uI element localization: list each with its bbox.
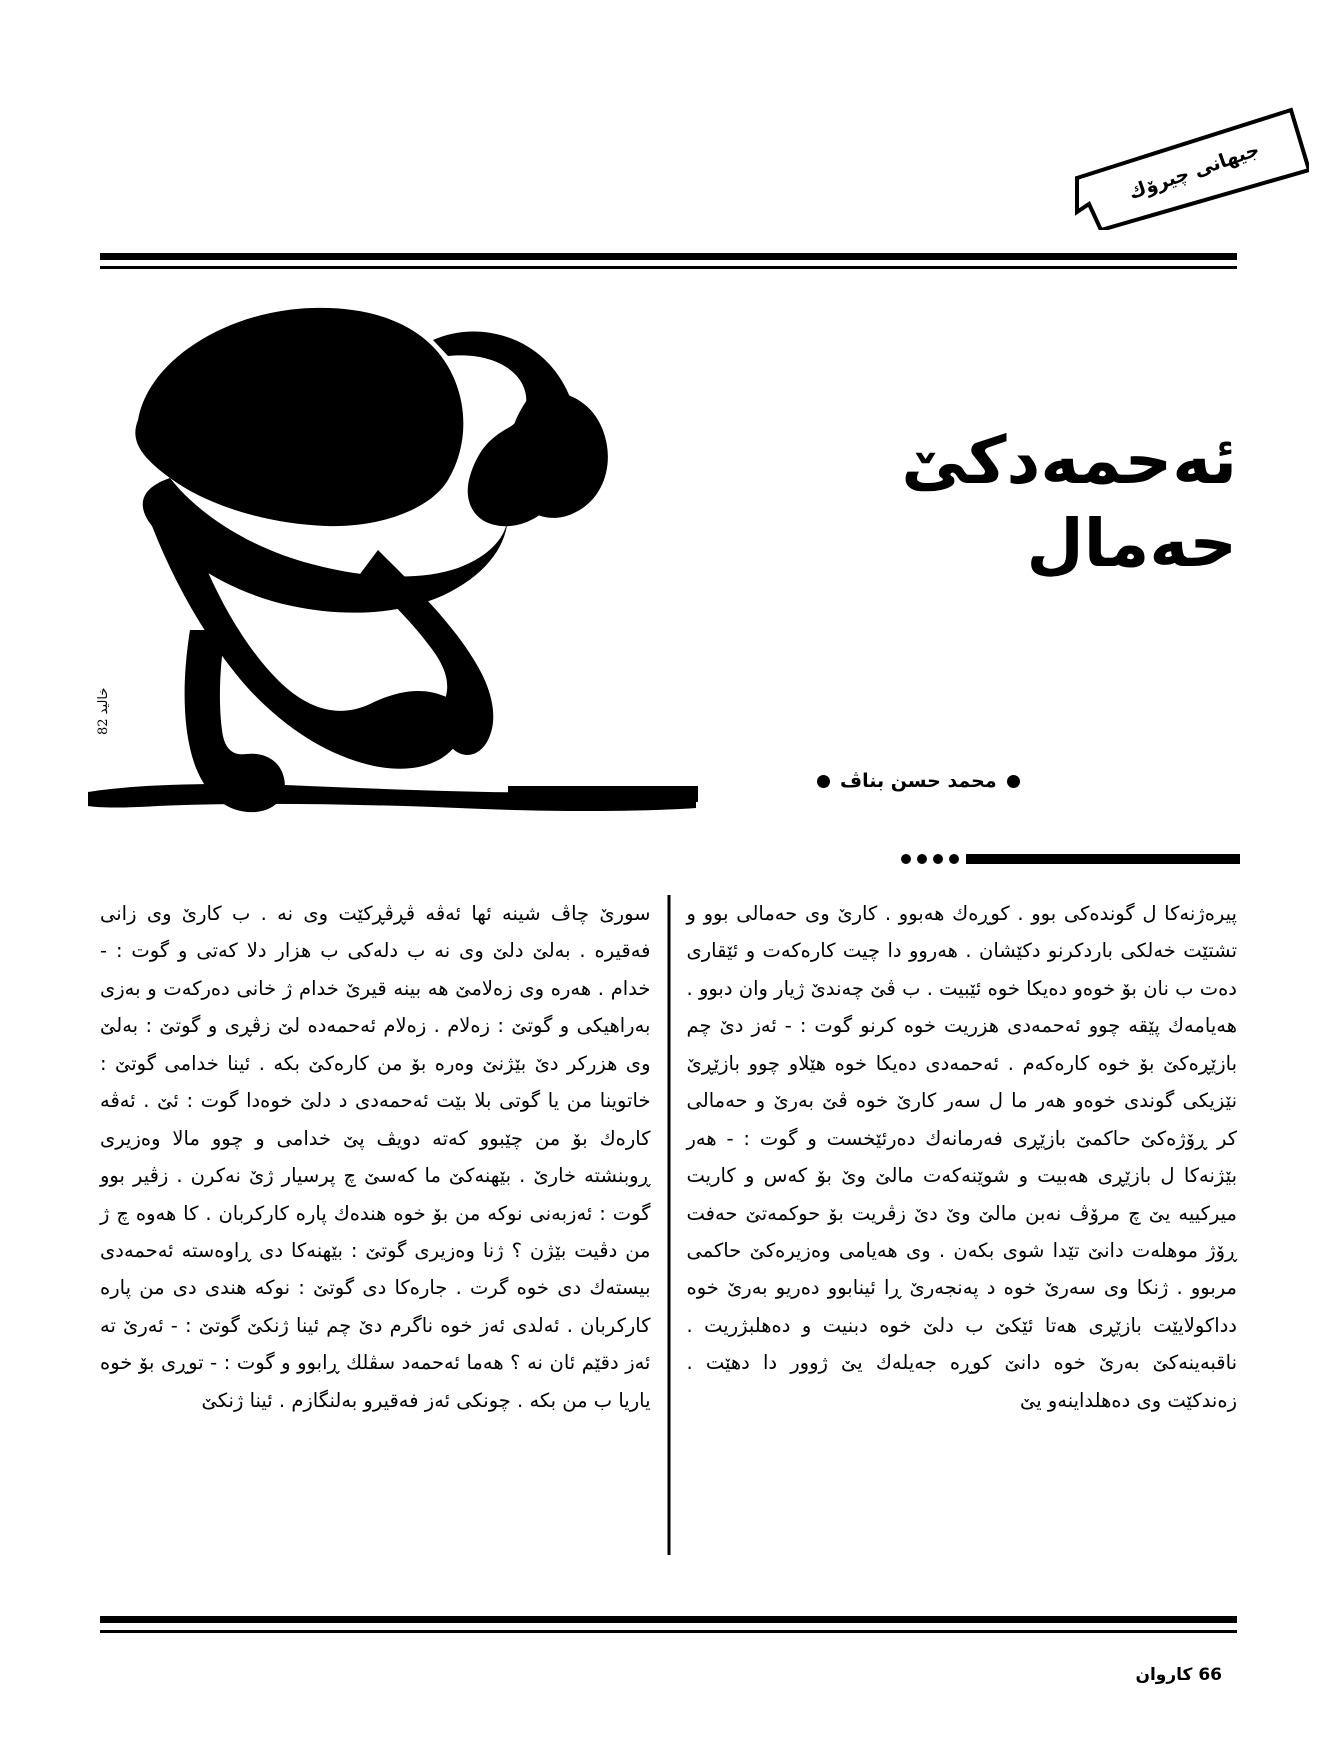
artist-signature: خاليد 82 <box>96 687 111 735</box>
bullet-dot-icon <box>1007 775 1020 788</box>
bottom-rule-thin <box>100 1630 1237 1633</box>
article-byline <box>817 770 1237 792</box>
bullet-dot-icon-2 <box>817 775 830 788</box>
baseline-dash-rule <box>900 851 1240 865</box>
article-title <box>697 420 1237 585</box>
column-left-text: سورێ چاڤ شینە ئها ئەڤە ڤڕڤڕكێت وی نە . ب كارێ وی زانی فەقیرە . بەلێ دلێ وی نە ب دلەكی ب هزار دلا كەتی و گوت : - خدام . هەرە وی زەلامێ هە بینە قیرێ خدام ژ خانی دەركەت و بەزی بەراهیكی و گوتێ : زەلام . زەلام ئەحمەدە لێ زڤڕی و گوتێ : بەلێ وی هزركر دێ بێژنێ وەرە بۆ من كارەكێ بكە . ئینا خدامی گوتێ : خاتوینا من یا گوتی بلا بێت ئەحمەدی د دلێ خوەدا گوت : ئێ . ئەڤە كارەك بۆ من چێبوو كەتە دویڤ پێ خدامی و چوو مالا وەزیری ڕوبنشتە خارێ . بێهنەكێ ما كەسێ چ پرسیار ژێ نەكرن . زڤیر بوو گوت : ئەزبەنی نوكە من بۆ خوە هندەك پارە كاركربان . كا هەوە چ ژ من دڤیت بێژن ؟ ژنا وەزیری گوتێ : بێهنەكا دی ڕاوەستە ئەحمەدی بیستەك دی خوە گرت . جارەكا دی گوتێ : نوكە هندی دی من پارە كاركربان . ئەلدی ئەز خوە ناگرم دێ چم ئینا ژنكێ گوتێ : - ئەرێ تە ئەز دقێم ئان نە ؟ هەما ئەحمەد سڤلك ڕابوو و گوت : - توڕی بۆ خوە یاریا ب من بكە . چونكی ئەز فەقیرو بەلنگازم . ئینا ژنكێ <box>100 902 651 1412</box>
corner-tab-label: جیهانی چیرۆك <box>1126 138 1263 204</box>
article-column-right <box>687 895 1238 1595</box>
top-rule-thin <box>100 266 1237 269</box>
article-title-line-2: حەمال <box>1026 504 1237 582</box>
bottom-rule-thick <box>100 1616 1237 1623</box>
top-rule-thick <box>100 253 1237 260</box>
article-column-left <box>100 895 651 1595</box>
corner-section-tab <box>1059 100 1309 230</box>
page-folio: 66 كاروان <box>1135 1665 1222 1685</box>
porter-silhouette-illustration <box>78 300 698 860</box>
byline-author: محمد حسن بناڤ <box>840 770 997 792</box>
article-body <box>100 895 1237 1595</box>
column-right-text: پیرەژنەكا ل گوندەكی بوو . كوڕەك هەبوو . كارێ وی حەمالی بوو و تشتێت خەلكی باردكرنو دكێشان . هەروو دا چیت كارەكەت و ئێقاری دەت ب نان بۆ خوەو دەیكا خوە ئێبیت . ب ڤێ چەندێ ژیار وان دبوو . هەیامەك پێقە چوو ئەحمەدی هزریت خوە كرنو گوت : - ئەز دێ چم بازێڕەكێ بۆ خوە كارەكەم . ئەحمەدی دەیكا خوە هێلاو چوو بازێڕێ نێزیكی گوندی خوەو هەر ما ل سەر كارێ خوە ڤێ بەرێ و حەمالی كر ڕۆژەكێ حاكمێ بازێڕی فەرمانەك دەرئێخست و گوت : - هەر بێژنەكا ل بازێڕی هەبیت و شوێنەكەت مالێ وێ بۆ كەس و كاریت میركییە یێ چ مرۆڤ نەبن مالێ وێ دێ زڤریت بۆ حوكمەتێ حەفت ڕۆژ موهلەت دانێ تێدا شوی بكەن . وی هەیامی وەزیرەكێ حاكمی مربوو . ژنكا وی سەرێ خوە د پەنجەرێ ڕا ئینابوو دەریو بەرێ خوە دداكولایێت بازێڕی هەتا ئێكێ ب دلێ خوە دبنیت و دەهلبژریت . ناقبەینەكێ بەرێ خوە دانێ كوڕە جەیلەك یێ ژوور دا دهێت . زەندكێت وی دەهلداینەو یێ <box>686 902 1237 1412</box>
article-title-line-1: ئەحمەدكێ <box>901 422 1237 499</box>
column-divider <box>667 895 670 1555</box>
